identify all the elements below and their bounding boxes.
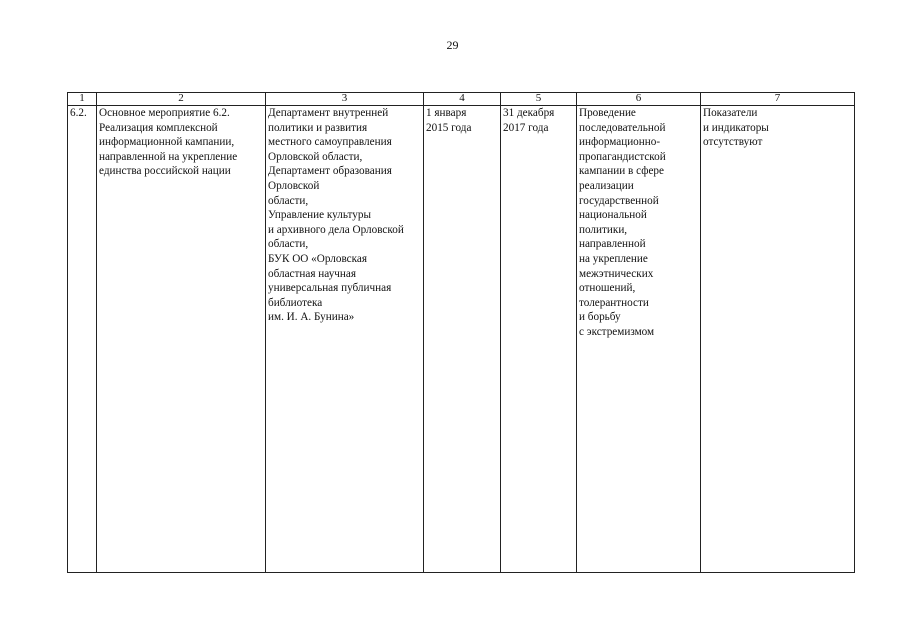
cell-text-line: Департамент образования bbox=[268, 165, 392, 178]
cell-text-line: и архивного дела Орловской bbox=[268, 223, 404, 236]
header-col-6: 6 bbox=[577, 93, 701, 106]
program-table bbox=[67, 92, 855, 573]
cell-text-line: Проведение bbox=[579, 107, 636, 119]
cell-text-line: последовательной bbox=[579, 121, 666, 134]
cell-text-line: Орловской области, bbox=[268, 150, 363, 163]
header-col-2: 2 bbox=[97, 93, 266, 106]
end-date-cell bbox=[501, 106, 577, 573]
cell-text-line: 31 декабря bbox=[503, 107, 555, 119]
executors-cell bbox=[266, 106, 424, 573]
page-number: 29 bbox=[446, 38, 459, 52]
cell-text-line: направленной bbox=[579, 238, 646, 251]
cell-text-line: Орловской bbox=[268, 179, 320, 192]
cell-text-line: пропагандистской bbox=[579, 150, 666, 163]
table-row bbox=[68, 106, 855, 573]
cell-text-line: информационной кампании, bbox=[99, 136, 235, 149]
start-date-cell bbox=[424, 106, 501, 573]
cell-text-line: местного самоуправления bbox=[268, 136, 392, 149]
header-row bbox=[68, 93, 855, 106]
cell-text-line: единства российской нации bbox=[99, 165, 231, 178]
cell-text-line: им. И. А. Бунина» bbox=[268, 311, 355, 324]
cell-text-line: информационно- bbox=[579, 136, 661, 149]
row-number: 6.2. bbox=[70, 107, 87, 119]
cell-text-line: 2017 года bbox=[503, 121, 549, 134]
indicators-cell bbox=[701, 106, 855, 573]
cell-text-line: реализации bbox=[579, 179, 634, 192]
cell-text-line: Показатели bbox=[703, 107, 758, 119]
cell-text-line: области, bbox=[268, 194, 309, 207]
header-col-5: 5 bbox=[501, 93, 577, 106]
header-col-4: 4 bbox=[424, 93, 501, 106]
cell-text-line: БУК ОО «Орловская bbox=[268, 252, 368, 265]
row-number-cell bbox=[68, 106, 97, 573]
cell-text-line: Основное мероприятие 6.2. bbox=[99, 107, 230, 119]
cell-text-line: отношений, bbox=[579, 282, 636, 295]
cell-text-line: областная научная bbox=[268, 267, 357, 280]
header-col-7: 7 bbox=[701, 93, 855, 106]
activity-cell bbox=[97, 106, 266, 573]
cell-text-line: на укрепление bbox=[579, 252, 648, 265]
cell-text-line: направленной на укрепление bbox=[99, 150, 238, 163]
cell-text-line: государственной bbox=[579, 194, 659, 207]
cell-text-line: отсутствуют bbox=[703, 136, 763, 149]
cell-text-line: 1 января bbox=[426, 107, 467, 119]
cell-text-line: политики и развития bbox=[268, 121, 368, 134]
header-col-3: 3 bbox=[266, 93, 424, 106]
cell-text-line: и борьбу bbox=[579, 311, 621, 324]
cell-text-line: области, bbox=[268, 238, 309, 251]
header-col-1: 1 bbox=[68, 93, 97, 106]
cell-text-line: с экстремизмом bbox=[579, 325, 655, 338]
cell-text-line: кампании в сфере bbox=[579, 165, 664, 178]
cell-text-line: 2015 года bbox=[426, 121, 472, 134]
cell-text-line: Управление культуры bbox=[268, 209, 371, 222]
cell-text-line: толерантности bbox=[579, 296, 649, 309]
cell-text-line: межэтнических bbox=[579, 267, 654, 280]
cell-text-line: политики, bbox=[579, 223, 628, 236]
cell-text-line: Департамент внутренней bbox=[268, 107, 389, 119]
cell-text-line: и индикаторы bbox=[703, 121, 769, 134]
cell-text-line: Реализация комплексной bbox=[99, 121, 218, 134]
cell-text-line: универсальная публичная bbox=[268, 282, 392, 295]
cell-text-line: национальной bbox=[579, 209, 647, 222]
cell-text-line: библиотека bbox=[268, 296, 323, 309]
expected-result-cell bbox=[577, 106, 701, 573]
